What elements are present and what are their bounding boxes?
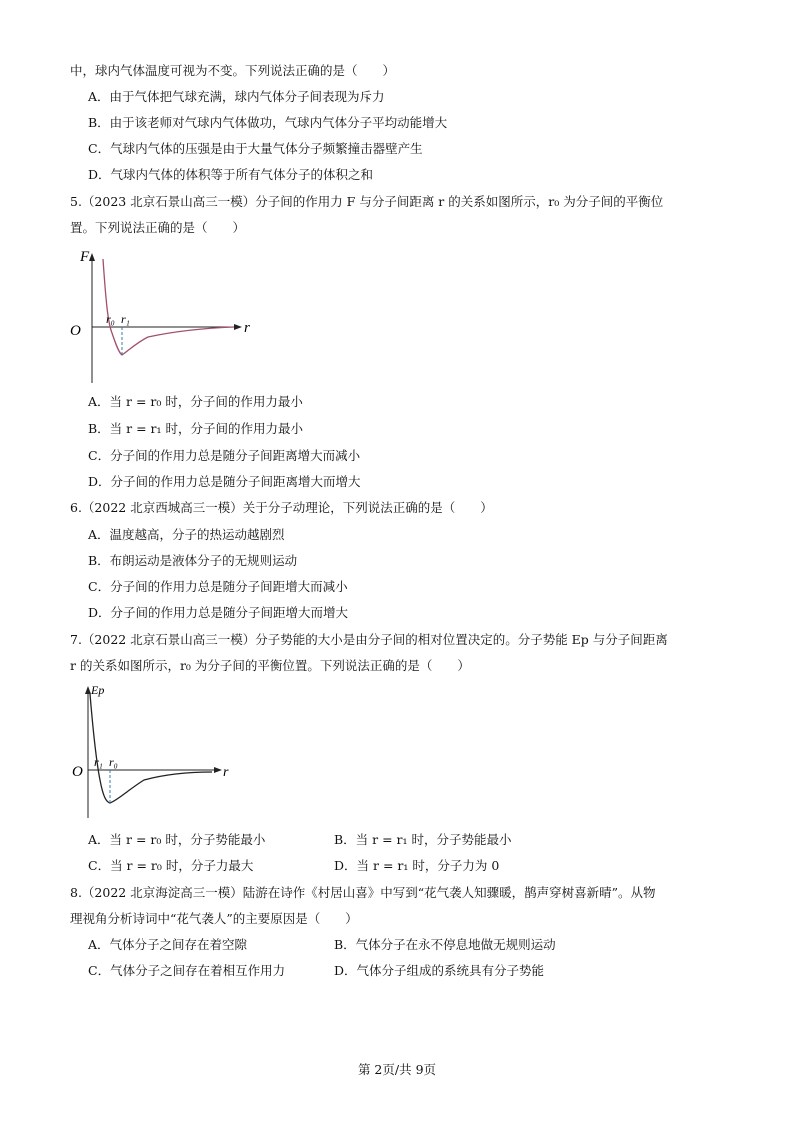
q7-stem-line2: r 的关系如图所示，r₀ 为分子间的平衡位置。下列说法正确的是（ ） bbox=[70, 658, 470, 673]
y-axis-label: F bbox=[80, 249, 90, 265]
q6-stem: 6.（2022 北京西城高三一模）关于分子动理论，下列说法正确的是（ ） bbox=[70, 500, 493, 515]
y-axis-arrow bbox=[89, 253, 95, 261]
q8-option-b: B．气体分子在永不停息地做无规则运动 bbox=[334, 937, 556, 952]
q6-option-a: A．温度越高，分子的热运动越剧烈 bbox=[88, 527, 285, 542]
q8-stem-line1: 8.（2022 北京海淀高三一模）陆游在诗作《村居山喜》中写到“花气袭人知骤暖，鹊声穿树喜新晴”。从物 bbox=[70, 885, 656, 900]
origin-label: O bbox=[72, 764, 83, 780]
force-curve bbox=[103, 259, 234, 355]
origin-label: O bbox=[70, 323, 81, 339]
x-axis-arrow bbox=[234, 324, 242, 330]
q6-option-b: B．布朗运动是液体分子的无规则运动 bbox=[88, 553, 298, 568]
q8-option-a: A．气体分子之间存在着空隙 bbox=[88, 937, 248, 952]
q5-option-b: B．当 r = r₁ 时，分子间的作用力最小 bbox=[88, 421, 304, 436]
r1-label: r₁ bbox=[121, 312, 130, 326]
q7-stem-line1: 7.（2022 北京石景山高三一模）分子势能的大小是由分子间的相对位置决定的。分子势能 Ep 与分子间距离 bbox=[70, 632, 668, 647]
q7-option-c: C．当 r = r₀ 时，分子力最大 bbox=[88, 858, 254, 873]
q5-stem-line2: 置。下列说法正确的是（ ） bbox=[70, 220, 246, 235]
q6-option-d: D．分子间的作用力总是随分子间距增大而增大 bbox=[88, 605, 349, 620]
q7-option-d: D．当 r = r₁ 时，分子力为 0 bbox=[334, 858, 500, 873]
q4-option-d: D．气球内气体的体积等于所有气体分子的体积之和 bbox=[88, 167, 374, 182]
potential-energy-figure bbox=[66, 680, 246, 822]
q5-option-a: A．当 r = r₀ 时，分子间的作用力最小 bbox=[88, 394, 303, 409]
r1-label: r₁ bbox=[94, 755, 103, 769]
q7-option-b: B．当 r = r₁ 时，分子势能最小 bbox=[334, 832, 512, 847]
question-4-stem-end: 中，球内气体温度可视为不变。下列说法正确的是（ ） bbox=[70, 63, 396, 78]
page-footer: 第 2页/共 9页 bbox=[357, 1062, 437, 1077]
q7-option-a: A．当 r = r₀ 时，分子势能最小 bbox=[88, 832, 266, 847]
q8-option-d: D．气体分子组成的系统具有分子势能 bbox=[334, 963, 545, 978]
q5-option-c: C．分子间的作用力总是随分子间距离增大而减小 bbox=[88, 448, 361, 463]
x-axis-label: r bbox=[223, 765, 229, 780]
potential-energy-curve bbox=[90, 694, 212, 803]
r0-label: r₀ bbox=[106, 312, 115, 326]
x-axis-label: r bbox=[244, 320, 250, 336]
y-axis-label: Ep bbox=[91, 683, 105, 697]
q4-option-b: B．由于该老师对气球内气体做功，气球内气体分子平均动能增大 bbox=[88, 115, 448, 130]
r0-label: r₀ bbox=[109, 755, 118, 769]
q5-option-d: D．分子间的作用力总是随分子间距离增大而增大 bbox=[88, 474, 361, 489]
q8-stem-line2: 理视角分析诗词中“花气袭人”的主要原因是（ ） bbox=[70, 911, 358, 926]
q6-option-c: C．分子间的作用力总是随分子间距增大而减小 bbox=[88, 579, 348, 594]
q5-stem-line1: 5.（2023 北京石景山高三一模）分子间的作用力 F 与分子间距离 r 的关系如图所示，r₀ 为分子间的平衡位 bbox=[70, 194, 664, 209]
q4-option-a: A．由于气体把气球充满，球内气体分子间表现为斥力 bbox=[88, 89, 385, 104]
x-axis-arrow bbox=[214, 767, 222, 773]
q8-option-c: C．气体分子之间存在着相互作用力 bbox=[88, 963, 286, 978]
force-distance-figure bbox=[66, 243, 256, 391]
q4-option-c: C．气球内气体的压强是由于大量气体分子频繁撞击器壁产生 bbox=[88, 141, 423, 156]
